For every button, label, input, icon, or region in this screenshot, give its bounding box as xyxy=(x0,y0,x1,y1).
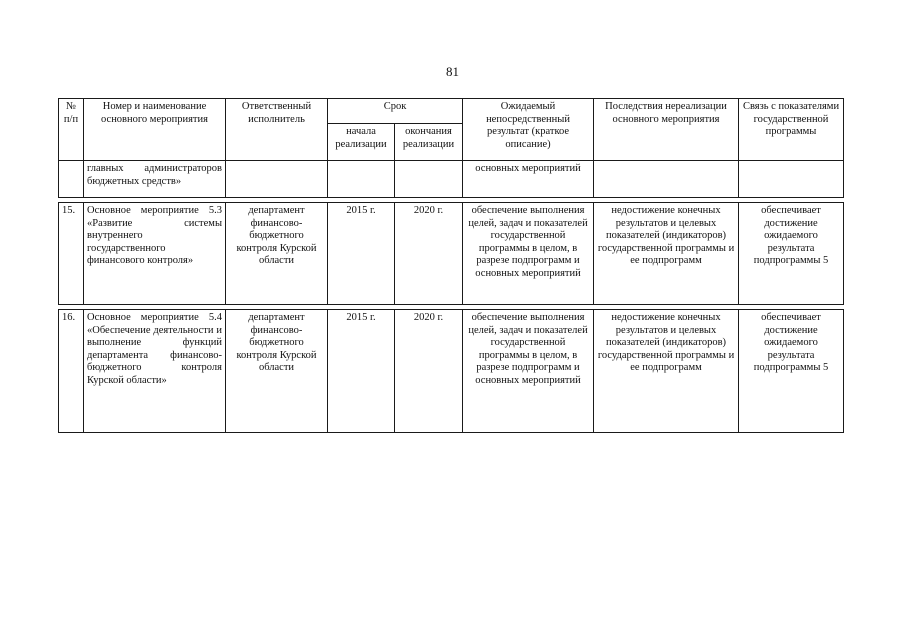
row-num: 16. xyxy=(59,310,84,433)
row-end: 2020 г. xyxy=(395,310,463,433)
row-start: 2015 г. xyxy=(328,203,395,305)
row-consequences: недостижение конечных результатов и целевых показателей (индикаторов) государственной программы и ее подпрограмм xyxy=(594,310,739,433)
header-link: Связь с показателями государственной программы xyxy=(739,99,844,161)
table-row xyxy=(59,203,844,305)
row-start: 2015 г. xyxy=(328,310,395,433)
cont-consequences xyxy=(594,161,739,198)
table-row xyxy=(59,310,844,433)
row-name: Основное мероприятие 5.4 «Обеспечение деятельности и выполнение функций департамента финансово-бюджетного контроля Курской области» xyxy=(84,310,226,433)
page-number: 81 xyxy=(446,64,459,79)
header-name: Номер и наименование основного мероприятия xyxy=(84,99,226,161)
cont-name: главных администраторов бюджетных средств» xyxy=(84,161,226,198)
header-row xyxy=(59,99,844,124)
header-consequences: Последствия нереализации основного мероприятия xyxy=(594,99,739,161)
row-name: Основное мероприятие 5.3 «Развитие системы внутреннего государственного финансового контроля» xyxy=(84,203,226,305)
header-term: Срок xyxy=(328,99,463,124)
row-consequences: недостижение конечных результатов и целевых показателей (индикаторов) государственной программы и ее подпрограмм xyxy=(594,203,739,305)
cont-executor xyxy=(226,161,328,198)
header-start: начала реализации xyxy=(328,124,395,161)
header-expected: Ожидаемый непосредственный результат (краткое описание) xyxy=(463,99,594,161)
cont-expected: основных мероприятий xyxy=(463,161,594,198)
header-executor: Ответственный исполнитель xyxy=(226,99,328,161)
row-end: 2020 г. xyxy=(395,203,463,305)
row-executor: департамент финансово-бюджетного контроля Курской области xyxy=(226,310,328,433)
header-end: окончания реализации xyxy=(395,124,463,161)
row-expected: обеспечение выполнения целей, задач и показателей государственной программы в целом, в разрезе подпрограмм и основных мероприятий xyxy=(463,310,594,433)
row-link: обеспечивает достижение ожидаемого результата подпрограммы 5 xyxy=(739,203,844,305)
cont-start xyxy=(328,161,395,198)
continuation-row xyxy=(59,161,844,198)
cont-end xyxy=(395,161,463,198)
cont-num xyxy=(59,161,84,198)
row-executor: департамент финансово-бюджетного контроля Курской области xyxy=(226,203,328,305)
measures-table xyxy=(58,98,844,433)
cont-link xyxy=(739,161,844,198)
row-expected: обеспечение выполнения целей, задач и показателей государственной программы в целом, в разрезе подпрограмм и основных мероприятий xyxy=(463,203,594,305)
row-link: обеспечивает достижение ожидаемого результата подпрограммы 5 xyxy=(739,310,844,433)
row-num: 15. xyxy=(59,203,84,305)
header-num: № п/п xyxy=(59,99,84,161)
